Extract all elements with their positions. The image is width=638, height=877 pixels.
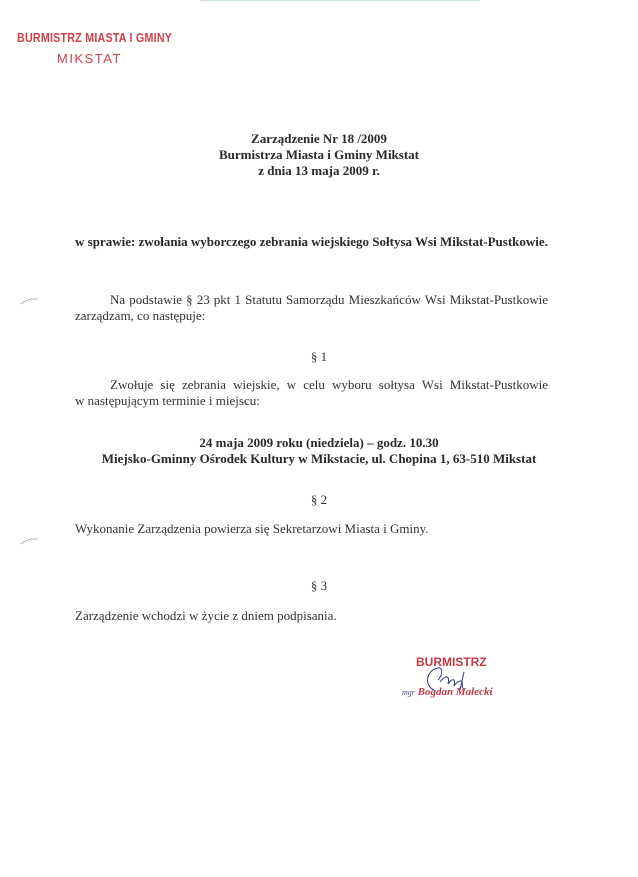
section-1-line2: w następującym terminie i miejscu:	[75, 393, 260, 408]
event-date: 24 maja 2009 roku (niedziela) – godz. 10.30	[199, 435, 439, 450]
section-1-heading: § 1	[310, 349, 328, 364]
signature-name	[402, 686, 493, 698]
signature-full-name: Bogdan Małecki	[417, 686, 493, 698]
order-number: Zarządzenie Nr 18 /2009	[251, 131, 387, 146]
scan-mark-icon	[20, 537, 38, 545]
signature-stamp-title: BURMISTRZ	[416, 655, 487, 669]
section-1-line1: Zwołuje się zebrania wiejskie, w celu wyboru sołtysa Wsi Mikstat-Pustkowie	[110, 377, 548, 392]
order-subject: w sprawie: zwołania wyborczego zebrania wiejskiego Sołtysa Wsi Mikstat-Pustkowie.	[75, 234, 548, 249]
section-3-text: Zarządzenie wchodzi w życie z dniem podpisania.	[75, 608, 337, 623]
signature-prefix: mgr	[402, 688, 415, 697]
legal-basis-line1: Na podstawie § 23 pkt 1 Statutu Samorządu Mieszkańców Wsi Mikstat-Pustkowie	[110, 292, 548, 307]
issuer: Burmistrza Miasta i Gminy Mikstat	[218, 147, 420, 162]
section-3-heading: § 3	[310, 578, 328, 593]
legal-basis-line2: zarządzam, co następuje:	[75, 308, 206, 323]
section-2-heading: § 2	[310, 492, 328, 507]
scan-mark-icon	[20, 297, 38, 305]
section-2-text: Wykonanie Zarządzenia powierza się Sekretarzowi Miasta i Gminy.	[75, 521, 429, 536]
scan-edge-line	[200, 0, 480, 1]
event-place: Miejsko-Gminny Ośrodek Kultury w Mikstacie, ul. Chopina 1, 63-510 Mikstat	[101, 451, 537, 466]
order-date: z dnia 13 maja 2009 r.	[258, 163, 380, 178]
stamp-town-name: MIKSTAT	[57, 51, 122, 66]
stamp-office-name: BURMISTRZ MIASTA I GMINY	[17, 30, 173, 45]
